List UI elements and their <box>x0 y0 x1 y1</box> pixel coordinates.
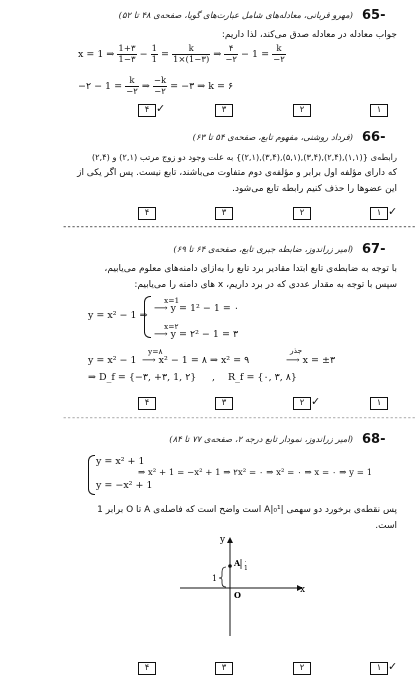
question-source: (مهرو قربانی، معادله‌های شامل عبارت‌های گویا، صفحه‌ی ۴۸ تا ۵۲) <box>118 11 353 21</box>
case-label: x=۲ <box>164 322 179 331</box>
correct-answer-check-icon: ✓ <box>388 205 398 218</box>
question-number: 68- <box>362 432 386 447</box>
section-separator: -------------------------------------------------------------------------------- <box>62 413 415 423</box>
case-line: ⟶ y = ۲² − 1 = ۳ <box>154 329 239 340</box>
correct-answer-check-icon: ✓ <box>311 395 321 408</box>
question-text: پس نقطه‌ی برخورد دو سهمی |A|₀¹ است واضح است که فاصله‌ی A تا O برابر 1 <box>97 505 397 515</box>
range-result: R_f = {۰, ۳, ۸} <box>228 372 297 383</box>
option-4[interactable]: ۴ <box>138 397 156 410</box>
question-text: جواب معادله در معادله صدق می‌کند، لذا داریم: <box>221 30 397 40</box>
fraction <box>272 44 286 65</box>
option-2[interactable]: ۲ <box>293 207 311 220</box>
separator-comma: , <box>212 372 216 383</box>
origin-label: O <box>234 590 241 600</box>
equation-line: y = x² − 1 <box>88 355 137 366</box>
point-a <box>228 564 232 568</box>
denominator: −۲ <box>126 87 138 97</box>
denominator: 1 <box>151 55 157 65</box>
equation-line <box>78 76 233 97</box>
correct-answer-check-icon: ✓ <box>388 660 398 673</box>
y-axis-label: y <box>220 535 226 545</box>
numerator: ۴ <box>224 44 238 55</box>
question-number: 66- <box>362 130 386 145</box>
numerator: 1 <box>151 44 157 54</box>
equation-part: −۲ − 1 = <box>78 81 123 92</box>
option-2[interactable]: ۲ <box>293 397 311 410</box>
option-4[interactable]: ۴ <box>138 104 156 117</box>
system-equation: y = −x² + 1 <box>96 480 153 491</box>
option-1[interactable]: ۱ <box>370 662 388 675</box>
equation-part: = −۳ ⇒ k = ۶ <box>170 81 234 92</box>
fraction <box>153 76 167 97</box>
fraction <box>151 44 158 65</box>
equation-line: ⟶ x = ±۳ <box>286 355 336 366</box>
arrow-label: y=۸ <box>148 347 163 356</box>
function-definition: y = x² − 1 ⇒ <box>88 310 148 321</box>
option-1[interactable]: ۱ <box>370 207 388 220</box>
system-brace <box>88 455 95 495</box>
question-text: که دارای مؤلفه اول برابر و مؤلفه‌ی دوم متفاوت می‌باشند، تابع نیست. پس اگر یکی از <box>77 168 397 178</box>
point-coord: 1 <box>244 565 248 572</box>
question-text: است. <box>375 521 397 531</box>
point-a-label: A <box>234 558 241 568</box>
distance-label: 1 <box>212 574 218 583</box>
question-source: (امیر زراندوز، ضابطه جبری تابع، صفحه‌ی ۶۴ تا ۶۹) <box>173 245 353 255</box>
point-coord: ۰ <box>244 558 248 565</box>
question-number: 67- <box>362 242 386 257</box>
case-brace <box>144 296 151 338</box>
equation-part: − <box>139 49 148 60</box>
distance-brace <box>219 567 226 587</box>
numerator: k <box>125 76 139 87</box>
option-2[interactable]: ۲ <box>293 662 311 675</box>
question-number: 65- <box>362 8 386 23</box>
question-text: سپس با توجه به مقدار عددی که در برد داریم، x های دامنه را می‌یابیم: <box>134 280 397 290</box>
option-3[interactable]: ۳ <box>215 662 233 675</box>
case-label: x=1 <box>164 296 180 305</box>
numerator: −k <box>153 76 167 86</box>
section-separator: -------------------------------------------------------------------------------- <box>62 222 415 232</box>
numerator: 1+۳ <box>118 44 136 54</box>
x-axis-label: x <box>300 585 306 595</box>
case-line: ⟶ y = 1² − 1 = ۰ <box>154 303 240 314</box>
domain-result: ⇒ D_f = {−۳, +۳, 1, ۲} <box>88 372 197 383</box>
option-4[interactable]: ۴ <box>138 662 156 675</box>
correct-answer-check-icon: ✓ <box>156 102 166 115</box>
fraction <box>125 76 139 97</box>
denominator: −۲ <box>154 87 166 97</box>
option-1[interactable]: ۱ <box>370 397 388 410</box>
equation-part: ⇒ <box>213 49 222 60</box>
equation-part: = <box>161 49 169 60</box>
question-text: رابطه‌ی {(۱,۱),(۲,۴),(۳,۴),(۵,۱),(۳,۴),(۲,۱)} به علت وجود دو زوج مرتب (۲,۱) و (۲,۴) <box>91 152 397 162</box>
equation-line <box>78 44 286 65</box>
denominator: −۲ <box>273 55 285 65</box>
equation-part: ⇒ <box>141 81 150 92</box>
denominator: −۲ <box>225 55 237 65</box>
parabola-graph <box>180 530 310 640</box>
question-source: (فرداد روشنی، مفهوم تابع، صفحه‌ی ۵۴ تا ۶۳) <box>192 133 353 143</box>
option-3[interactable]: ۳ <box>215 207 233 220</box>
option-3[interactable]: ۳ <box>215 397 233 410</box>
denominator: 1×(1−۳) <box>173 55 210 65</box>
numerator: k <box>272 44 286 55</box>
system-solution: ⇒ x² + 1 = −x² + 1 ⇒ ۲x² = ۰ ⇒ x² = ۰ ⇒ x = ۰ ⇒ y = 1 <box>138 468 373 478</box>
arrow-label: جذر <box>290 346 303 355</box>
question-text: این عضوها را حذف کنیم رابطه تابع می‌شود. <box>232 184 397 194</box>
numerator: k <box>172 44 210 55</box>
equation-part: − 1 = <box>241 49 270 60</box>
option-2[interactable]: ۲ <box>293 104 311 117</box>
option-1[interactable]: ۱ <box>370 104 388 117</box>
fraction <box>172 44 210 65</box>
option-3[interactable]: ۳ <box>215 104 233 117</box>
question-text: با توجه به ضابطه‌ی تابع ابتدا مقادیر برد تابع را به‌ازای دامنه‌های معلوم می‌یابیم، <box>104 264 397 274</box>
question-source: (امیر زراندوز، نمودار تابع درجه ۲، صفحه‌ی ۷۷ تا ۸۴) <box>169 435 353 445</box>
fraction <box>117 44 136 65</box>
equation-part: x = 1 ⇒ <box>78 49 115 60</box>
system-equation: y = x² + 1 <box>96 456 145 467</box>
option-4[interactable]: ۴ <box>138 207 156 220</box>
denominator: 1−۳ <box>118 55 136 65</box>
fraction <box>224 44 238 65</box>
equation-line: ⟶ x² − 1 = ۸ ⇒ x² = ۹ <box>142 355 250 366</box>
